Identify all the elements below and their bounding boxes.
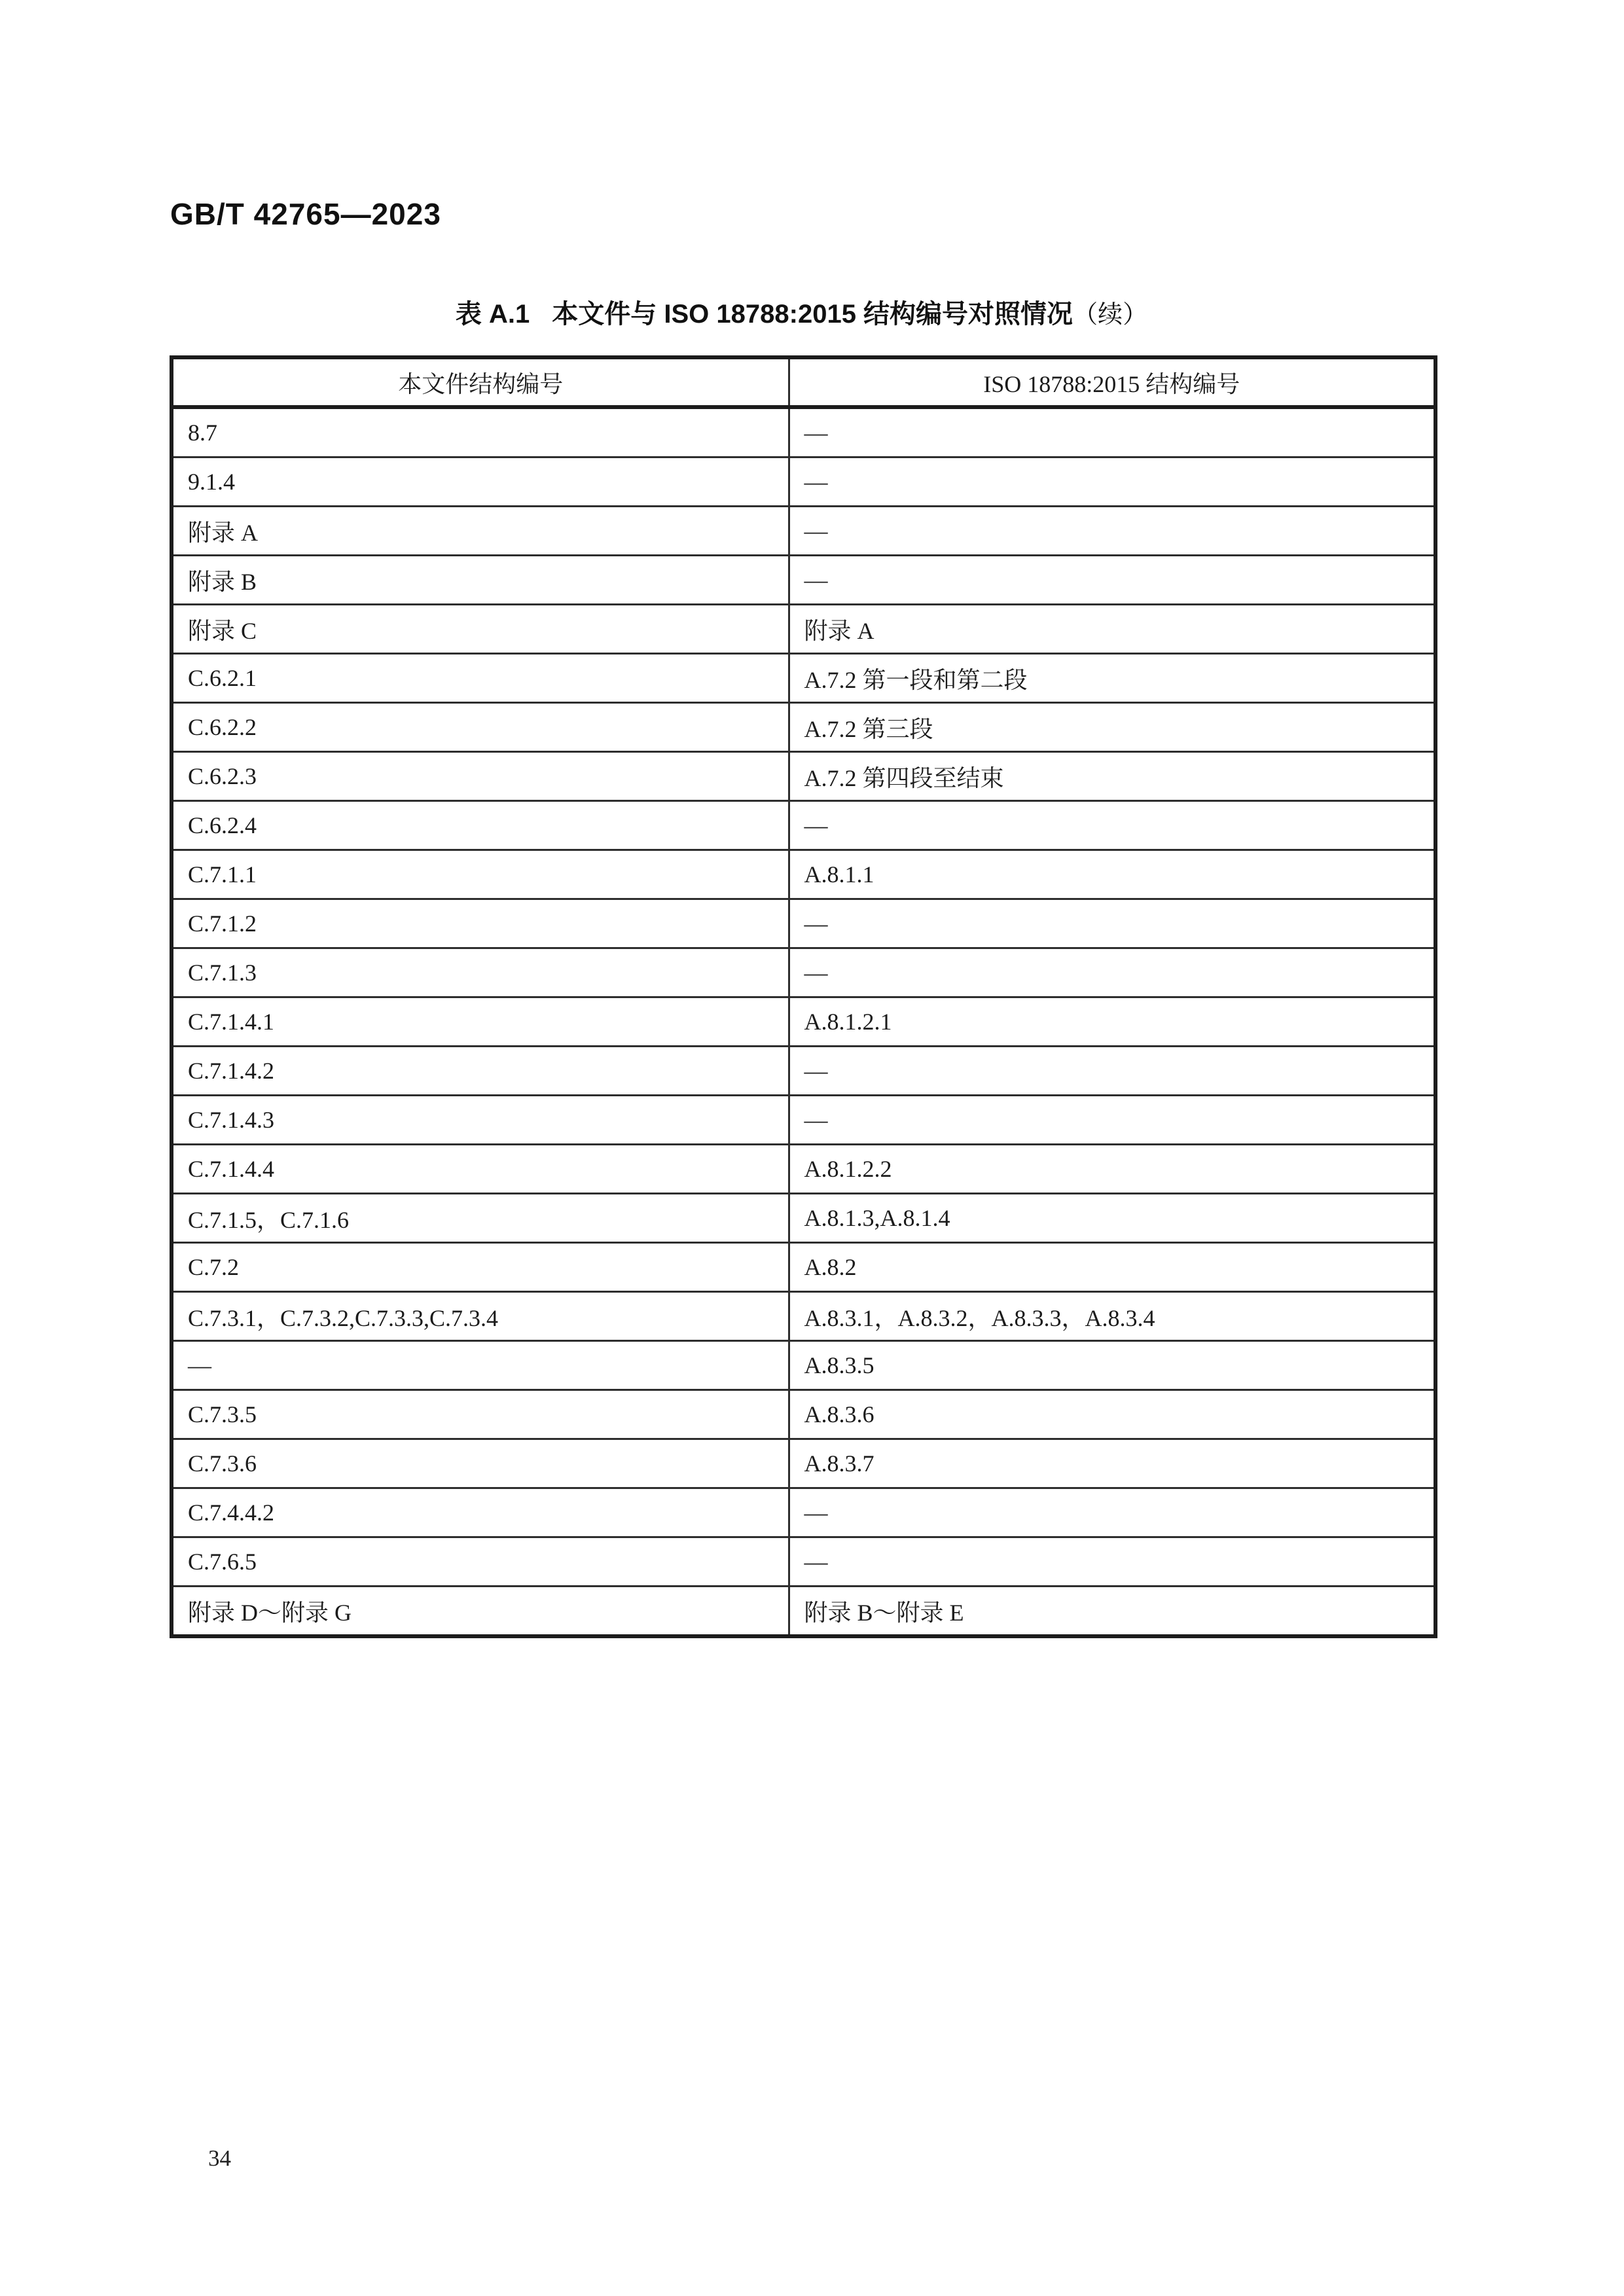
page-number: 34 — [208, 2145, 231, 2171]
column-header-iso-18788: ISO 18788:2015 结构编号 — [789, 357, 1435, 407]
cell-this-document-number: 附录 A — [171, 507, 789, 556]
cell-this-document-number: C.7.3.6 — [171, 1439, 789, 1488]
table-title — [170, 293, 1434, 331]
cell-this-document-number: C.6.2.3 — [171, 752, 789, 801]
table-row — [171, 1341, 1435, 1390]
cell-iso-number: — — [789, 1488, 1435, 1537]
cell-this-document-number: 附录 B — [171, 556, 789, 605]
cell-iso-number: A.7.2 第一段和第二段 — [789, 654, 1435, 703]
cell-iso-number: A.8.1.2.2 — [789, 1145, 1435, 1194]
table-row — [171, 1390, 1435, 1439]
cell-this-document-number: C.7.1.4.4 — [171, 1145, 789, 1194]
cell-this-document-number: C.7.1.5，C.7.1.6 — [171, 1194, 789, 1243]
table-row — [171, 1439, 1435, 1488]
cell-this-document-number: 附录 D～附录 G — [188, 1599, 352, 1626]
cell-this-document-number: C.7.2 — [171, 1243, 789, 1292]
cell-this-document-number: C.7.1.4.3 — [171, 1096, 789, 1145]
cell-iso-number: A.8.3.6 — [789, 1390, 1435, 1439]
cell-iso-number: — — [789, 507, 1435, 556]
cell-this-document-number: C.7.1.1 — [171, 850, 789, 899]
table-row — [171, 556, 1435, 605]
cell-iso-number: — — [789, 1537, 1435, 1587]
table-row — [171, 1096, 1435, 1145]
cell-iso-number: A.8.1.3,A.8.1.4 — [789, 1194, 1435, 1243]
cell-iso-number: — — [789, 457, 1435, 507]
table-row — [171, 407, 1435, 457]
table-title-text: 本文件与 ISO 18788:2015 结构编号对照情况 — [552, 300, 1074, 329]
table-header-row — [171, 357, 1435, 407]
table-row — [171, 1488, 1435, 1537]
table-row — [171, 1243, 1435, 1292]
cell-iso-number: — — [789, 1047, 1435, 1096]
cell-this-document-number: C.7.1.4.2 — [171, 1047, 789, 1096]
cell-iso-number: A.8.3.7 — [789, 1439, 1435, 1488]
cell-iso-number: A.7.2 第四段至结束 — [789, 752, 1435, 801]
table-row — [171, 948, 1435, 997]
table-row — [171, 1292, 1435, 1341]
standard-number: GB/T 42765—2023 — [170, 197, 441, 231]
cell-this-document-number: C.7.6.5 — [171, 1537, 789, 1587]
table-row — [171, 605, 1435, 654]
cell-this-document-number: 附录 C — [171, 605, 789, 654]
cell-iso-number: A.8.2 — [789, 1243, 1435, 1292]
cell-this-document-number: C.7.4.4.2 — [171, 1488, 789, 1537]
cell-this-document-number: 9.1.4 — [171, 457, 789, 507]
table-row — [171, 1587, 1435, 1637]
cell-iso-number: — — [789, 899, 1435, 948]
cell-iso-number: — — [789, 407, 1435, 457]
cell-this-document-number: C.6.2.1 — [171, 654, 789, 703]
table-row — [171, 1047, 1435, 1096]
table-title-continued-marker: （续） — [1073, 301, 1148, 329]
cell-this-document-number: — — [171, 1341, 789, 1390]
table-row — [171, 752, 1435, 801]
cell-this-document-number: 8.7 — [171, 407, 789, 457]
table-row — [171, 507, 1435, 556]
cell-iso-number: — — [789, 556, 1435, 605]
cell-this-document-number: C.7.3.5 — [171, 1390, 789, 1439]
structure-number-comparison-table — [170, 355, 1437, 1638]
table-row — [171, 997, 1435, 1047]
cell-iso-number: 附录 A — [789, 605, 1435, 654]
cell-this-document-number: C.7.1.2 — [171, 899, 789, 948]
table-row — [171, 654, 1435, 703]
table-row — [171, 1194, 1435, 1243]
cell-iso-number: A.7.2 第三段 — [789, 703, 1435, 752]
cell-iso-number: — — [789, 801, 1435, 850]
cell-this-document-number: C.7.3.1，C.7.3.2,C.7.3.3,C.7.3.4 — [171, 1292, 789, 1341]
table-body — [171, 407, 1435, 1636]
cell-iso-number: — — [789, 948, 1435, 997]
table-row — [171, 1537, 1435, 1587]
table-row — [171, 899, 1435, 948]
cell-this-document-number: C.6.2.2 — [171, 703, 789, 752]
cell-this-document-number: C.7.1.3 — [171, 948, 789, 997]
cell-this-document-number: C.6.2.4 — [171, 801, 789, 850]
cell-iso-number: A.8.3.5 — [789, 1341, 1435, 1390]
cell-iso-number: A.8.1.1 — [789, 850, 1435, 899]
table-row — [171, 703, 1435, 752]
cell-iso-number: A.8.3.1，A.8.3.2，A.8.3.3，A.8.3.4 — [789, 1292, 1435, 1341]
table-title-label: 表 A.1 — [455, 300, 530, 329]
table-row — [171, 850, 1435, 899]
cell-this-document-number: C.7.1.4.1 — [171, 997, 789, 1047]
table-row — [171, 457, 1435, 507]
cell-iso-number: 附录 B～附录 E — [789, 1587, 1435, 1637]
table-row — [171, 801, 1435, 850]
cell-iso-number: — — [789, 1096, 1435, 1145]
table-row — [171, 1145, 1435, 1194]
table-header — [171, 357, 1435, 407]
column-header-this-document: 本文件结构编号 — [171, 357, 789, 407]
cell-iso-number: A.8.1.2.1 — [789, 997, 1435, 1047]
